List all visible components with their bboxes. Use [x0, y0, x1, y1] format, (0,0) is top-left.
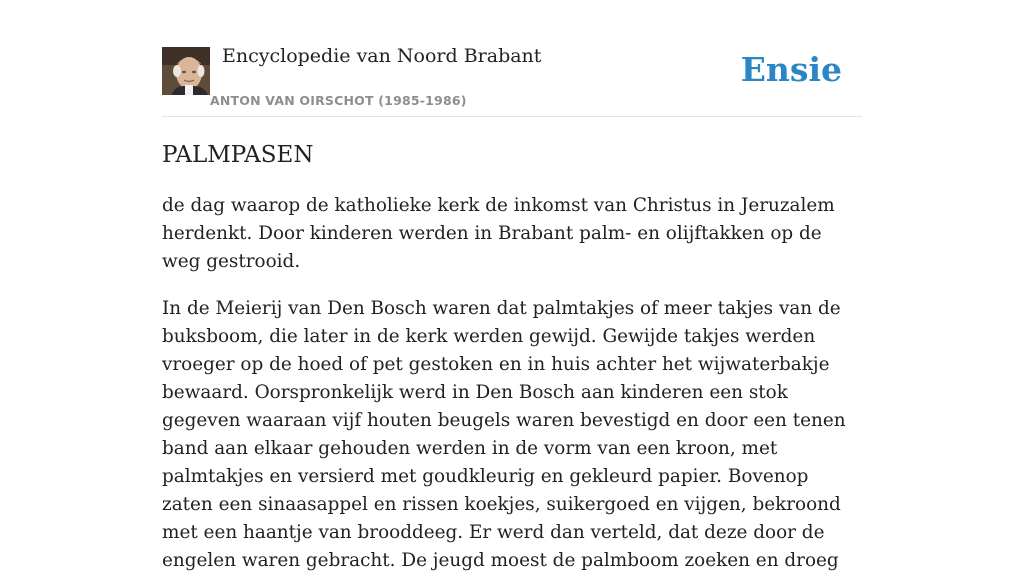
page-container [162, 0, 862, 575]
article-paragraph: de dag waarop de katholieke kerk de inkomst van Christus in Jeruzalem herdenkt. Door kinderen werden in Brabant palm- en olijftakken op de weg gestrooid. [162, 195, 835, 272]
source-title[interactable]: Encyclopedie van Noord Brabant [222, 45, 542, 67]
article-title: PALMPASEN [162, 142, 314, 168]
article-paragraph: In de Meierij van Den Bosch waren dat palmtakjes of meer takjes van de buksboom, die later in de kerk werden gewijd. Gewijde takjes werden vroeger op de hoed of pet gestoken en in huis achter het wijwaterbakje bewaard. Oorspronkelijk werd in Den Bosch aan kinderen een stok gegeven waaraan vijf houten beugels waren bevestigd en door een tenen band aan elkaar gehouden werden in de vorm van een kroon, met palmtakjes en versierd met goudkleurig en gekleurd papier. Bovenop zaten een sinaasappel en rissen koekjes, suikergoed en vijgen, bekroond met een haantje van brooddeeg. Er werd dan verteld, dat deze door de engelen waren gebracht. De jeugd moest de palmboom zoeken en droeg [162, 298, 846, 571]
author-portrait-icon [162, 47, 210, 95]
brand-logo[interactable]: Ensie [740, 50, 842, 89]
author-avatar[interactable] [162, 47, 210, 95]
header [162, 0, 862, 117]
author-name[interactable]: ANTON VAN OIRSCHOT (1985-1986) [210, 93, 467, 108]
